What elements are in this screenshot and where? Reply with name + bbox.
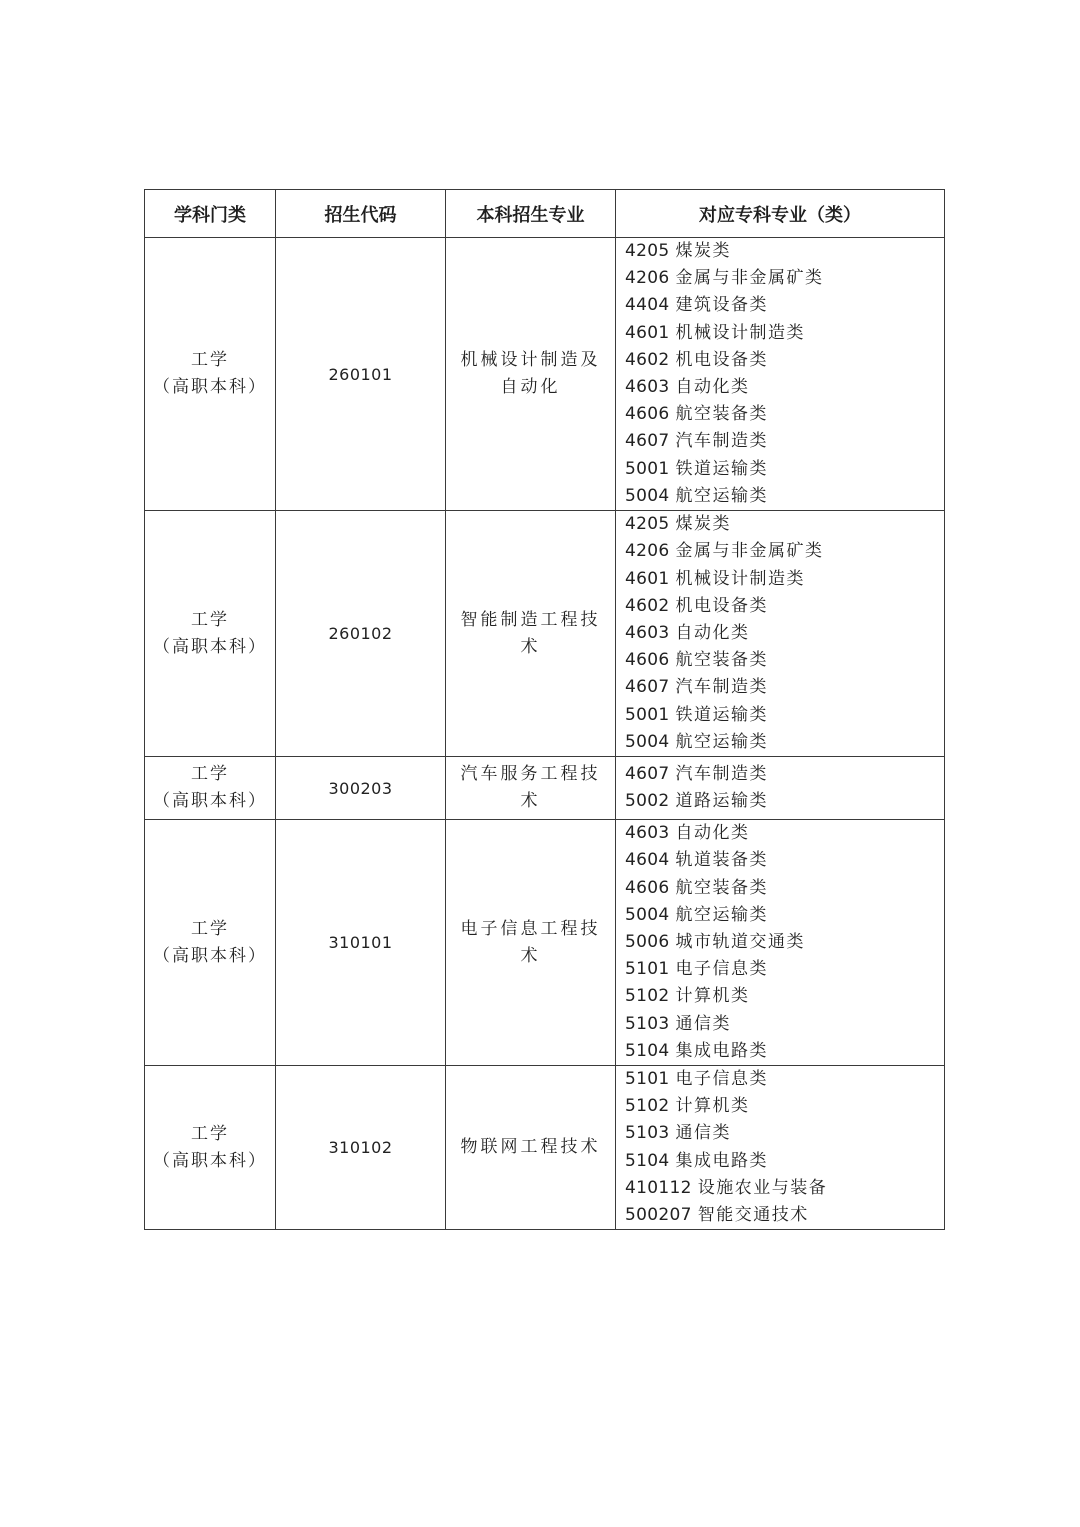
list-item: [625, 566, 944, 593]
related-major-code: 5103: [625, 1013, 670, 1034]
category-note: （高职本科）: [153, 636, 267, 657]
related-major-name: 智能交通技术: [697, 1205, 809, 1226]
related-majors-cell: [616, 820, 945, 1066]
undergraduate-major-cell: [446, 820, 616, 1066]
related-major-name: 城市轨道交通类: [675, 931, 805, 952]
related-major-code: 5103: [625, 1123, 670, 1144]
related-major-code: 5101: [625, 959, 670, 980]
list-item: [625, 1011, 944, 1038]
enrollment-code-cell: 310101: [276, 820, 446, 1066]
related-major-name: 建筑设备类: [675, 295, 768, 316]
related-majors-list: [625, 238, 944, 510]
related-major-code: 4604: [625, 850, 670, 871]
list-item: [625, 238, 944, 265]
list-item: [625, 647, 944, 674]
related-major-name: 航空装备类: [675, 404, 768, 425]
related-major-name: 设施农业与装备: [697, 1177, 828, 1198]
related-majors-cell: [616, 1066, 945, 1230]
related-major-name: 航空装备类: [675, 650, 768, 671]
category-label: 工学: [191, 350, 229, 371]
related-major-code: 4206: [625, 268, 670, 289]
category-note: （高职本科）: [153, 791, 267, 812]
category-note: （高职本科）: [153, 1150, 267, 1171]
list-item: [625, 456, 944, 483]
list-item: [625, 674, 944, 701]
category-label: 工学: [191, 1123, 229, 1144]
category-label: 工学: [191, 764, 229, 785]
related-major-name: 机电设备类: [675, 595, 768, 616]
list-item: [625, 929, 944, 956]
related-majors-list: [625, 820, 944, 1065]
related-major-name: 计算机类: [675, 986, 750, 1007]
category-label: 工学: [191, 609, 229, 630]
category-cell: [145, 1066, 276, 1230]
list-item: [625, 620, 944, 647]
related-major-code: 4606: [625, 404, 670, 425]
category-note: （高职本科）: [153, 377, 267, 398]
related-major-code: 4404: [625, 295, 670, 316]
list-item: [625, 1120, 944, 1147]
related-major-code: 5004: [625, 904, 670, 925]
list-item: [625, 729, 944, 756]
list-item: [625, 483, 944, 510]
category-cell: [145, 820, 276, 1066]
related-major-code: 4206: [625, 541, 670, 562]
list-item: [625, 702, 944, 729]
enrollment-code-cell: 300203: [276, 757, 446, 820]
related-major-code: 4607: [625, 763, 670, 784]
undergraduate-major-name: 智能制造工程技术: [460, 609, 601, 657]
table-row: [145, 511, 945, 757]
related-major-code: 5002: [625, 791, 670, 812]
related-major-code: 4601: [625, 322, 670, 343]
related-major-name: 航空装备类: [675, 877, 768, 898]
list-item: [625, 265, 944, 292]
related-major-name: 煤炭类: [675, 241, 731, 261]
undergraduate-major-cell: [446, 238, 616, 511]
related-major-code: 500207: [625, 1205, 692, 1226]
header-major: 本科招生专业: [446, 190, 616, 238]
related-major-name: 机械设计制造类: [675, 322, 805, 343]
related-major-name: 机械设计制造类: [675, 568, 805, 589]
related-major-code: 4205: [625, 514, 670, 535]
undergraduate-major-name: 机械设计制造及自动化: [460, 350, 601, 398]
related-major-code: 4602: [625, 349, 670, 370]
related-major-name: 航空运输类: [675, 485, 768, 506]
related-major-code: 5104: [625, 1150, 670, 1171]
related-major-code: 4607: [625, 431, 670, 452]
related-majors-list: [625, 1066, 944, 1229]
related-major-code: 410112: [625, 1177, 692, 1198]
related-major-name: 航空运输类: [675, 731, 768, 752]
related-major-name: 计算机类: [675, 1096, 750, 1117]
related-major-code: 5101: [625, 1069, 670, 1090]
category-note: （高职本科）: [153, 945, 267, 966]
related-major-code: 4607: [625, 677, 670, 698]
related-major-name: 汽车制造类: [675, 763, 768, 784]
table-row: [145, 757, 945, 820]
header-related: 对应专科专业（类）: [616, 190, 945, 238]
related-major-code: 4606: [625, 877, 670, 898]
list-item: [625, 983, 944, 1010]
undergraduate-major-name: 电子信息工程技术: [460, 918, 601, 966]
table-header-row: [145, 190, 945, 238]
list-item: [625, 1038, 944, 1065]
related-major-code: 5104: [625, 1040, 670, 1061]
undergraduate-major-name: 汽车服务工程技术: [460, 764, 601, 812]
related-majors-list: [625, 511, 944, 756]
list-item: [625, 761, 944, 788]
list-item: [625, 1202, 944, 1229]
related-major-code: 4603: [625, 622, 670, 643]
list-item: [625, 1175, 944, 1202]
related-major-name: 航空运输类: [675, 904, 768, 925]
list-item: [625, 902, 944, 929]
header-category: 学科门类: [145, 190, 276, 238]
related-majors-cell: [616, 511, 945, 757]
list-item: [625, 593, 944, 620]
related-major-name: 自动化类: [675, 377, 750, 398]
related-major-name: 自动化类: [675, 823, 750, 844]
list-item: [625, 956, 944, 983]
related-major-name: 集成电路类: [675, 1040, 768, 1061]
header-code: 招生代码: [276, 190, 446, 238]
enrollment-code-cell: 260102: [276, 511, 446, 757]
list-item: [625, 347, 944, 374]
related-major-name: 集成电路类: [675, 1150, 768, 1171]
undergraduate-major-cell: [446, 1066, 616, 1230]
related-major-name: 电子信息类: [675, 959, 768, 980]
category-cell: [145, 511, 276, 757]
related-major-code: 5001: [625, 704, 670, 725]
table-row: [145, 238, 945, 511]
list-item: [625, 401, 944, 428]
related-major-code: 4606: [625, 650, 670, 671]
related-majors-list: [625, 761, 944, 815]
list-item: [625, 820, 944, 847]
enrollment-code-cell: 260101: [276, 238, 446, 511]
table-row: [145, 1066, 945, 1230]
category-cell: [145, 757, 276, 820]
related-major-code: 5102: [625, 1096, 670, 1117]
related-major-name: 铁道运输类: [675, 704, 768, 725]
list-item: [625, 374, 944, 401]
major-mapping-table: [144, 189, 945, 1230]
list-item: [625, 511, 944, 538]
related-major-code: 4205: [625, 241, 670, 261]
related-major-name: 金属与非金属矿类: [675, 541, 824, 562]
list-item: [625, 847, 944, 874]
undergraduate-major-cell: [446, 511, 616, 757]
related-major-code: 5102: [625, 986, 670, 1007]
list-item: [625, 788, 944, 815]
list-item: [625, 538, 944, 565]
related-major-name: 通信类: [675, 1123, 731, 1144]
undergraduate-major-cell: [446, 757, 616, 820]
related-major-name: 铁道运输类: [675, 458, 768, 479]
related-major-code: 5001: [625, 458, 670, 479]
list-item: [625, 320, 944, 347]
category-label: 工学: [191, 918, 229, 939]
category-cell: [145, 238, 276, 511]
related-major-code: 4603: [625, 823, 670, 844]
related-major-name: 汽车制造类: [675, 431, 768, 452]
related-major-code: 4603: [625, 377, 670, 398]
related-major-name: 金属与非金属矿类: [675, 268, 824, 289]
list-item: [625, 1093, 944, 1120]
table-body: [145, 238, 945, 1230]
related-major-name: 通信类: [675, 1013, 731, 1034]
table-row: [145, 820, 945, 1066]
list-item: [625, 1148, 944, 1175]
related-major-name: 煤炭类: [675, 514, 731, 535]
related-major-code: 5006: [625, 931, 670, 952]
related-majors-cell: [616, 757, 945, 820]
related-major-name: 自动化类: [675, 622, 750, 643]
enrollment-code-cell: 310102: [276, 1066, 446, 1230]
related-major-name: 汽车制造类: [675, 677, 768, 698]
related-major-name: 电子信息类: [675, 1069, 768, 1090]
list-item: [625, 1066, 944, 1093]
related-major-name: 道路运输类: [675, 791, 768, 812]
related-majors-cell: [616, 238, 945, 511]
related-major-code: 5004: [625, 731, 670, 752]
undergraduate-major-name: 物联网工程技术: [460, 1137, 601, 1158]
list-item: [625, 428, 944, 455]
related-major-code: 4601: [625, 568, 670, 589]
related-major-code: 4602: [625, 595, 670, 616]
list-item: [625, 875, 944, 902]
related-major-name: 机电设备类: [675, 349, 768, 370]
list-item: [625, 292, 944, 319]
related-major-name: 轨道装备类: [675, 850, 768, 871]
related-major-code: 5004: [625, 485, 670, 506]
